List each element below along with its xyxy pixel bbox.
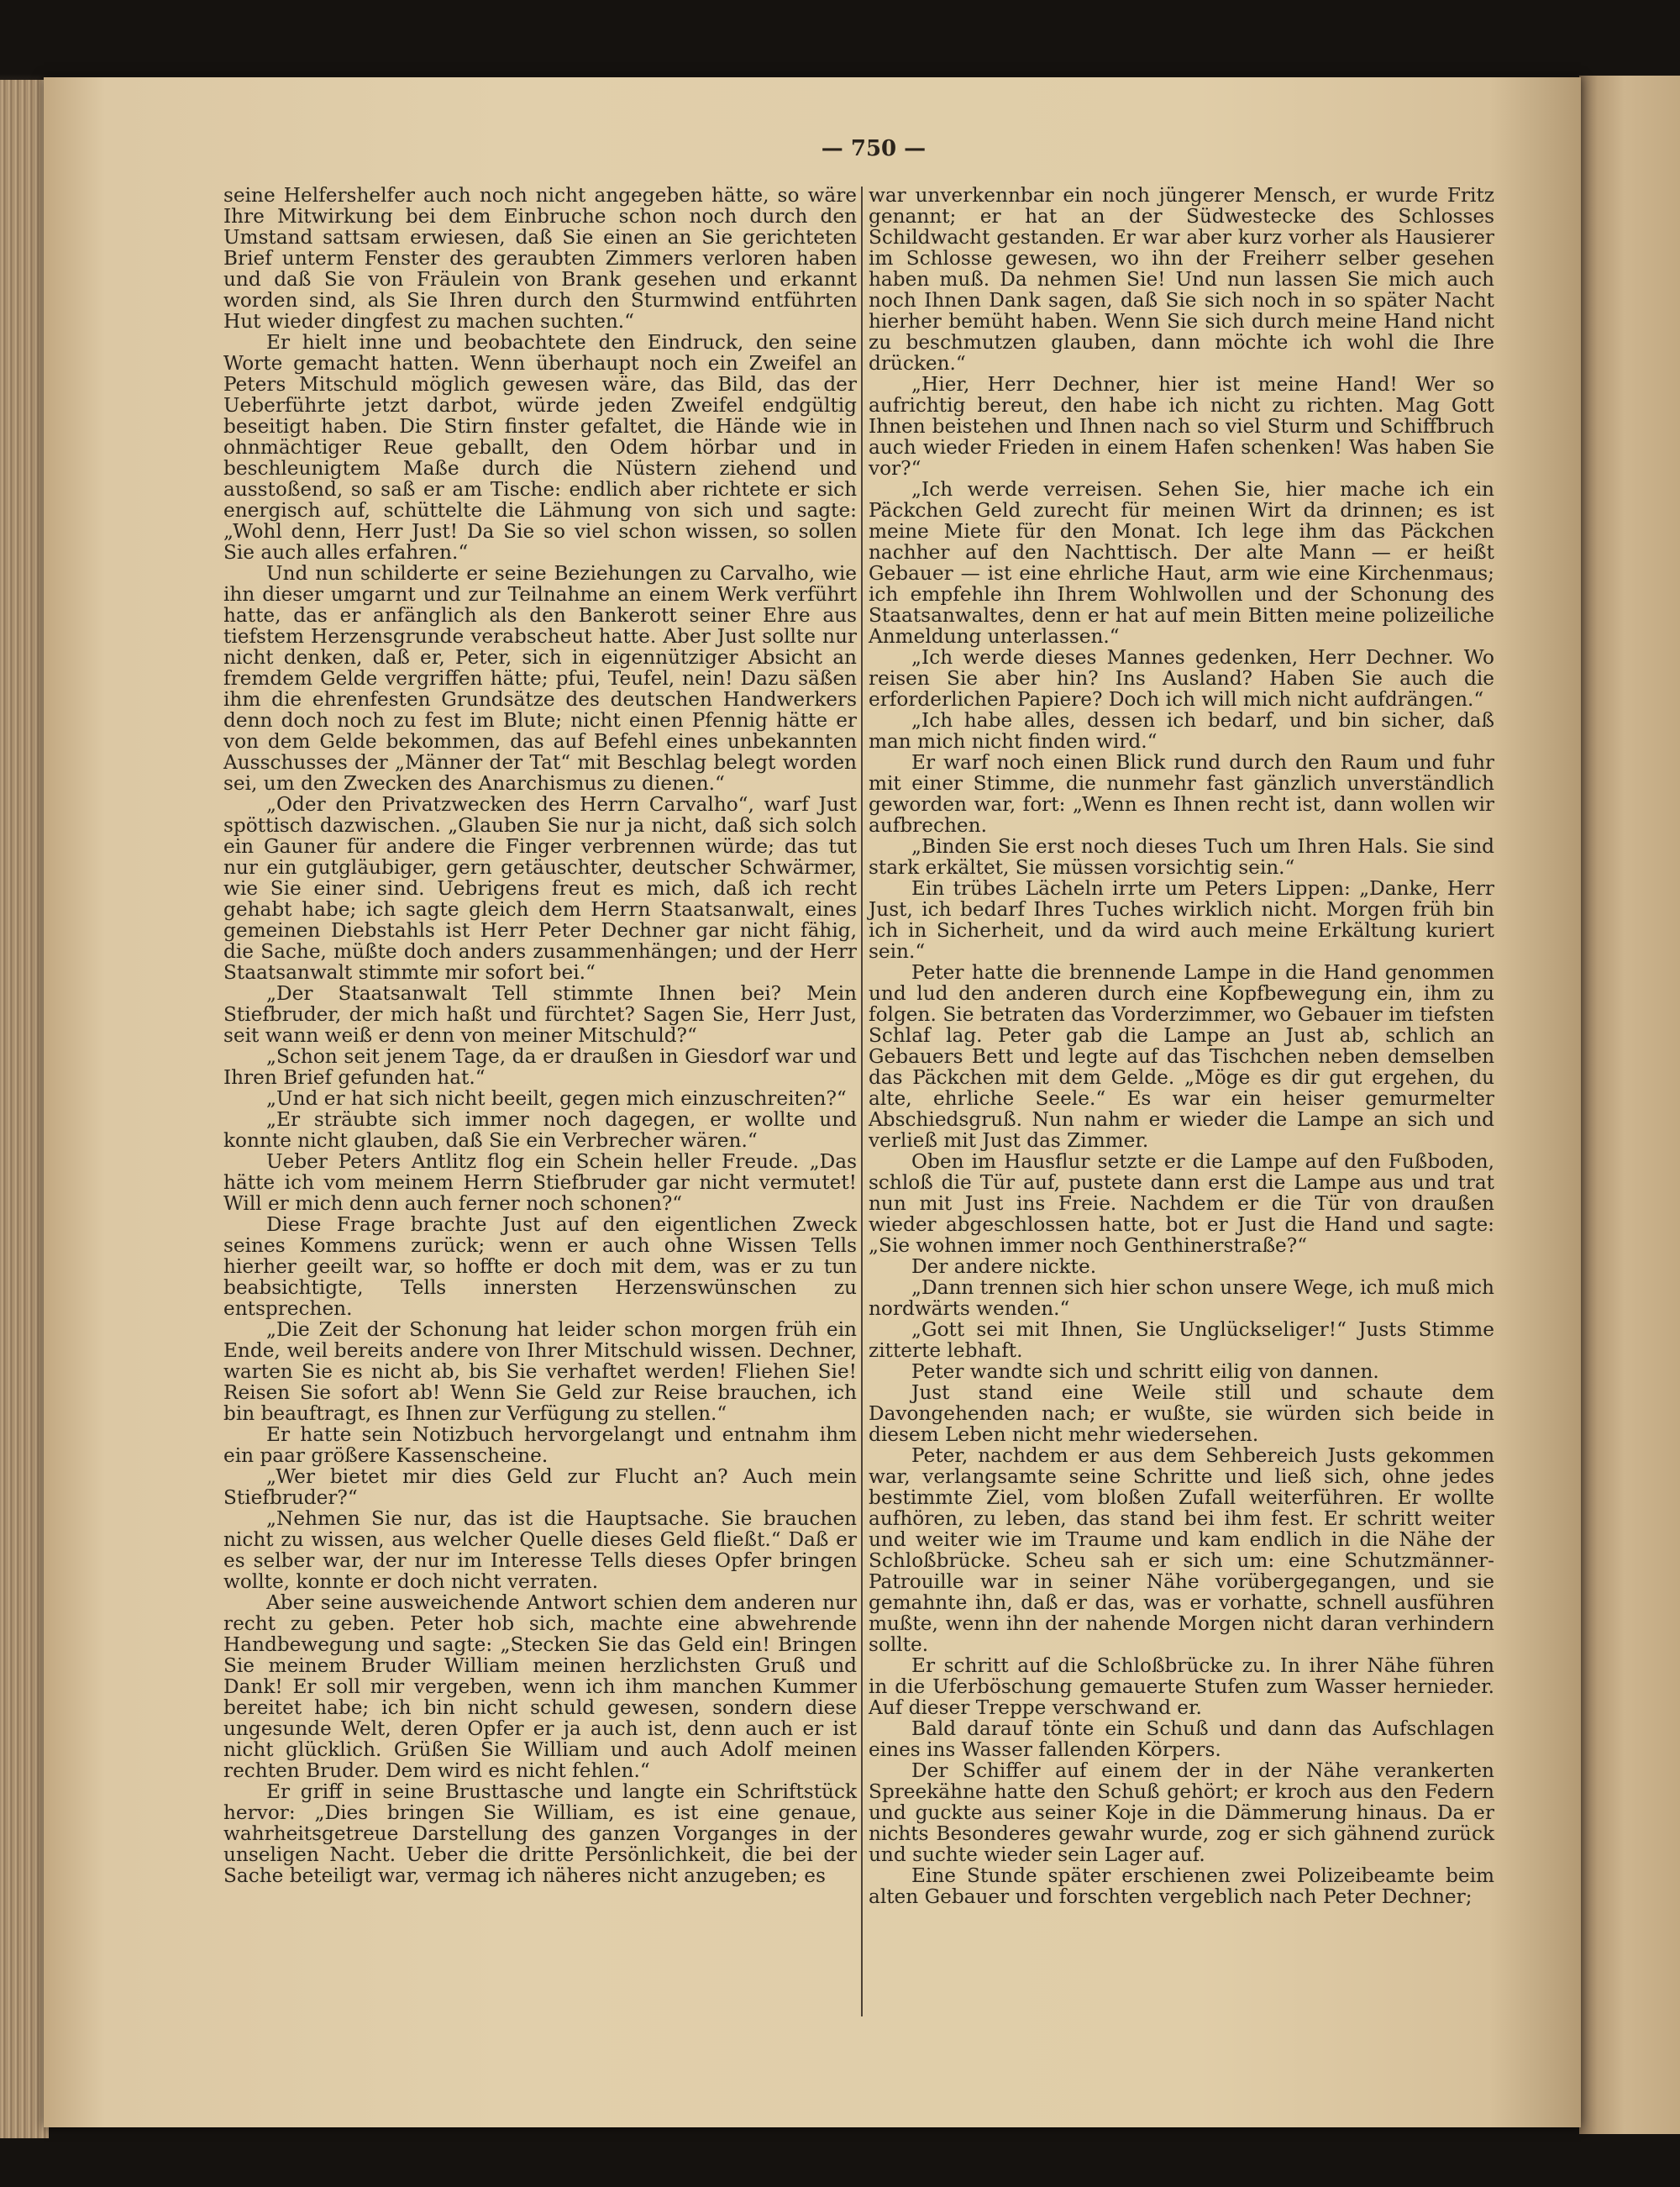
paragraph: „Nehmen Sie nur, das ist die Hauptsache. Sie brauchen nicht zu wissen, aus welcher Quelle dieses Geld fließt.“ Daß er es selber war, der nur im Interesse Tells dieses Opfer bringen wollte, konnte er doch nicht verraten. bbox=[223, 1507, 857, 1593]
column-divider bbox=[861, 187, 863, 2016]
paragraph: „Ich werde verreisen. Sehen Sie, hier mache ich ein Päckchen Geld zurecht für meinen Wirt da drinnen; es ist meine Miete für den Monat. Ich lege ihm das Päckchen nachher auf den Nachttisch. Der alte Mann — er heißt Gebauer — ist eine ehrliche Haut, arm wie eine Kirchenmaus; ich empfehle ihn Ihrem Wohlwollen und der Schonung des Staatsanwaltes, denn er hat auf mein Bitten meine polizeiliche Anmeldung unterlassen.“ bbox=[869, 478, 1494, 648]
paragraph: Ein trübes Lächeln irrte um Peters Lippen: „Danke, Herr Just, ich bedarf Ihres Tuches wirklich nicht. Morgen früh bin ich in Sicherheit, und da wird auch meine Erkältung kuriert sein.“ bbox=[869, 877, 1494, 963]
paragraph: Peter, nachdem er aus dem Sehbereich Justs gekommen war, verlangsamte seine Schritte und ließ sich, ohne jedes bestimmte Ziel, vom bloßen Zufall weiterführen. Er wollte aufhören, zu leben, das stand bei ihm fest. Er schritt weiter und weiter wie im Traume und kam endlich in die Nähe der Schloßbrücke. Scheu sah er sich um: eine Schutzmänner-Patrouille war in seiner Nähe vorübergegangen, und sie gemahnte ihn, daß er das, was er vorhatte, schnell ausführen mußte, wenn ihn der nahende Morgen nicht daran verhindern sollte. bbox=[869, 1444, 1494, 1656]
paragraph: Er warf noch einen Blick rund durch den Raum und fuhr mit einer Stimme, die nunmehr fast gänzlich unverständlich geworden war, fort: „Wenn es Ihnen recht ist, dann wollen wir aufbrechen. bbox=[869, 751, 1494, 837]
left-column bbox=[223, 185, 857, 1886]
paragraph: Er hatte sein Notizbuch hervorgelangt und entnahm ihm ein paar größere Kassenscheine. bbox=[223, 1423, 857, 1467]
paragraph: „Hier, Herr Dechner, hier ist meine Hand! Wer so aufrichtig bereut, den habe ich nicht zu richten. Mag Gott Ihnen beistehen und Ihnen nach so viel Sturm und Schiffbruch auch wieder Frieden in einem Hafen schenken! Was haben Sie vor?“ bbox=[869, 373, 1494, 480]
paragraph: Aber seine ausweichende Antwort schien dem anderen nur recht zu geben. Peter hob sich, machte eine abwehrende Handbewegung und sagte: „Stecken Sie das Geld ein! Bringen Sie meinem Bruder William meinen herzlichsten Gruß und Dank! Er soll mir vergeben, wenn ich ihm manchen Kummer bereitet habe; ich bin nicht schuld gewesen, sondern diese ungesunde Welt, deren Opfer er ja auch ist, denn auch er ist nicht glücklich. Grüßen Sie William und auch Adolf meinen rechten Bruder. Dem wird es nicht fehlen.“ bbox=[223, 1591, 857, 1782]
page-number: — 750 — bbox=[821, 136, 927, 161]
paragraph: Er hielt inne und beobachtete den Eindruck, den seine Worte gemacht hatten. Wenn überhaupt noch ein Zweifel an Peters Mitschuld möglich gewesen wäre, das Bild, das der Ueberführte jetzt darbot, würde jeden Zweifel endgültig beseitigt haben. Die Stirn finster gefaltet, die Hände wie in ohnmächtiger Reue geballt, den Odem hörbar und in beschleunigtem Maße durch die Nüstern ziehend und ausstoßend, so saß er am Tische: endlich aber richtete er sich energisch auf, schüttelte die Lähmung von sich und sagte: „Wohl denn, Herr Just! Da Sie so viel schon wissen, so sollen Sie auch alles erfahren.“ bbox=[223, 331, 857, 564]
paragraph: Eine Stunde später erschienen zwei Polizeibeamte beim alten Gebauer und forschten vergeblich nach Peter Dechner; bbox=[869, 1864, 1494, 1908]
paragraph: Peter hatte die brennende Lampe in die Hand genommen und lud den anderen durch eine Kopfbewegung ein, ihm zu folgen. Sie betraten das Vorderzimmer, wo Gebauer im tiefsten Schlaf lag. Peter gab die Lampe an Just ab, schlich an Gebauers Bett und legte auf das Tischchen neben demselben das Päckchen mit dem Gelde. „Möge es dir gut ergehen, du alte, ehrliche Seele.“ Es war ein heiser gemurmelter Abschiedsgruß. Nun nahm er wieder die Lampe an sich und verließ mit Just das Zimmer. bbox=[869, 961, 1494, 1152]
paragraph: „Oder den Privatzwecken des Herrn Carvalho“, warf Just spöttisch dazwischen. „Glauben Sie nur ja nicht, daß sich solch ein Gauner für andere die Finger verbrennen würde; das tut nur ein gutgläubiger, gern getäuschter, deutscher Schwärmer, wie Sie einer sind. Uebrigens freut es mich, daß ich recht gehabt habe; ich sagte gleich dem Herrn Staatsanwalt, eines gemeinen Diebstahls ist Herr Peter Dechner gar nicht fähig, die Sache, müßte doch anders zusammenhängen; und der Herr Staatsanwalt stimmte mir sofort bei.“ bbox=[223, 793, 857, 984]
paragraph: Peter wandte sich und schritt eilig von dannen. bbox=[911, 1360, 1379, 1383]
paragraph: Und nun schilderte er seine Beziehungen zu Carvalho, wie ihn dieser umgarnt und zur Teilnahme an einem Werk verführt hatte, das er anfänglich als den Bankerott seiner Ehre aus tiefstem Herzensgrunde verabscheut hatte. Aber Just sollte nur nicht denken, daß er, Peter, sich in eigennütziger Absicht an fremdem Gelde vergriffen hätte; pfui, Teufel, nein! Dazu säßen ihm die ehrenfesten Grundsätze des deutschen Handwerkers denn doch noch zu fest im Blute; nicht einen Pfennig hätte er von dem Gelde bekommen, das auf Befehl eines unbekannten Ausschusses der „Männer der Tat“ mit Beschlag belegt worden sei, um den Zwecken des Anarchismus zu dienen.“ bbox=[223, 562, 857, 795]
paragraph: „Dann trennen sich hier schon unsere Wege, ich muß mich nordwärts wenden.“ bbox=[869, 1276, 1494, 1320]
paragraph: „Ich habe alles, dessen ich bedarf, und bin sicher, daß man mich nicht finden wird.“ bbox=[869, 709, 1494, 753]
paragraph: seine Helfershelfer auch noch nicht angegeben hätte, so wäre Ihre Mitwirkung bei dem Einbruche schon noch durch den Umstand sattsam erwiesen, daß Sie einen an Sie gerichteten Brief unterm Fenster des geraubten Zimmers verloren haben und daß Sie von Fräulein von Brank gesehen und erkannt worden sind, als Sie Ihren durch den Sturmwind entführten Hut wieder dingfest zu machen suchten.“ bbox=[223, 184, 857, 333]
right-column bbox=[869, 185, 1494, 1907]
paragraph: „Die Zeit der Schonung hat leider schon morgen früh ein Ende, weil bereits andere von Ihrer Mitschuld wissen. Dechner, warten Sie es nicht ab, bis Sie verhaftet werden! Fliehen Sie! Reisen Sie sofort ab! Wenn Sie Geld zur Reise brauchen, ich bin beauftragt, es Ihnen zur Verfügung zu stellen.“ bbox=[223, 1318, 857, 1425]
paragraph: Ueber Peters Antlitz flog ein Schein heller Freude. „Das hätte ich vom meinem Herrn Stiefbruder gar nicht vermutet! Will er mich denn auch ferner noch schonen?“ bbox=[223, 1150, 857, 1215]
paragraph: „Schon seit jenem Tage, da er draußen in Giesdorf war und Ihren Brief gefunden hat.“ bbox=[223, 1045, 857, 1089]
paragraph: Oben im Hausflur setzte er die Lampe auf den Fußboden, schloß die Tür auf, pustete dann erst die Lampe aus und trat nun mit Just ins Freie. Nachdem er die Tür von draußen wieder abgeschlossen hatte, bot er Just die Hand und sagte: „Sie wohnen immer noch Genthinerstraße?“ bbox=[869, 1150, 1494, 1257]
paragraph: Just stand eine Weile still und schaute dem Davongehenden nach; er wußte, sie würden sich beide in diesem Leben nicht mehr wiedersehen. bbox=[869, 1381, 1494, 1446]
facing-page-edge bbox=[1579, 76, 1680, 2134]
paragraph: „Und er hat sich nicht beeilt, gegen mich einzuschreiten?“ bbox=[266, 1087, 847, 1110]
paragraph: war unverkennbar ein noch jüngerer Mensch, er wurde Fritz genannt; er hat an der Südwestecke des Schlosses Schildwacht gestanden. Er war aber kurz vorher als Hausierer im Schlosse gewesen, wo ihn der Freiherr selber gesehen haben muß. Da nehmen Sie! Und nun lassen Sie mich auch noch Ihnen Dank sagen, daß Sie sich noch in so später Nacht hierher bemüht haben. Wenn Sie sich durch meine Hand nicht zu beschmutzen glauben, dann möchte ich wohl die Ihre drücken.“ bbox=[869, 184, 1494, 375]
page-stack-edge bbox=[0, 80, 49, 2138]
paragraph: Bald darauf tönte ein Schuß und dann das Aufschlagen eines ins Wasser fallenden Körpers. bbox=[869, 1717, 1494, 1761]
paragraph: Er schritt auf die Schloßbrücke zu. In ihrer Nähe führen in die Uferböschung gemauerte Stufen zum Wasser hernieder. Auf dieser Treppe verschwand er. bbox=[869, 1654, 1494, 1719]
paragraph: „Wer bietet mir dies Geld zur Flucht an? Auch mein Stiefbruder?“ bbox=[223, 1465, 857, 1509]
paragraph: „Gott sei mit Ihnen, Sie Unglückseliger!“ Justs Stimme zitterte lebhaft. bbox=[869, 1318, 1494, 1362]
paragraph: Der Schiffer auf einem der in der Nähe verankerten Spreekähne hatte den Schuß gehört; er kroch aus den Federn und guckte aus seiner Koje in die Dämmerung hinaus. Da er nichts Besonderes gewahr wurde, zog er sich gähnend zurück und suchte wieder sein Lager auf. bbox=[869, 1759, 1494, 1866]
paragraph: „Er sträubte sich immer noch dagegen, er wollte und konnte nicht glauben, daß Sie ein Verbrecher wären.“ bbox=[223, 1108, 857, 1152]
paragraph: „Binden Sie erst noch dieses Tuch um Ihren Hals. Sie sind stark erkältet, Sie müssen vorsichtig sein.“ bbox=[869, 835, 1494, 879]
paragraph: „Der Staatsanwalt Tell stimmte Ihnen bei? Mein Stiefbruder, der mich haßt und fürchtet? Sagen Sie, Herr Just, seit wann weiß er denn von meiner Mitschuld?“ bbox=[223, 982, 857, 1047]
paragraph: Diese Frage brachte Just auf den eigentlichen Zweck seines Kommens zurück; wenn er auch ohne Wissen Tells hierher geeilt war, so hoffte er doch mit dem, was er zu tun beabsichtigte, Tells innersten Herzenswünschen zu entsprechen. bbox=[223, 1213, 857, 1320]
paragraph: „Ich werde dieses Mannes gedenken, Herr Dechner. Wo reisen Sie aber hin? Ins Ausland? Haben Sie auch die erforderlichen Papiere? Doch ich will mich nicht aufdrängen.“ bbox=[869, 646, 1494, 711]
paragraph: Der andere nickte. bbox=[911, 1255, 1097, 1278]
paragraph: Er griff in seine Brusttasche und langte ein Schriftstück hervor: „Dies bringen Sie William, es ist eine genaue, wahrheitsgetreue Darstellung des ganzen Vorganges in der unseligen Nacht. Ueber die dritte Persönlichkeit, die bei der Sache beteiligt war, vermag ich näheres nicht anzugeben; es bbox=[223, 1780, 857, 1887]
